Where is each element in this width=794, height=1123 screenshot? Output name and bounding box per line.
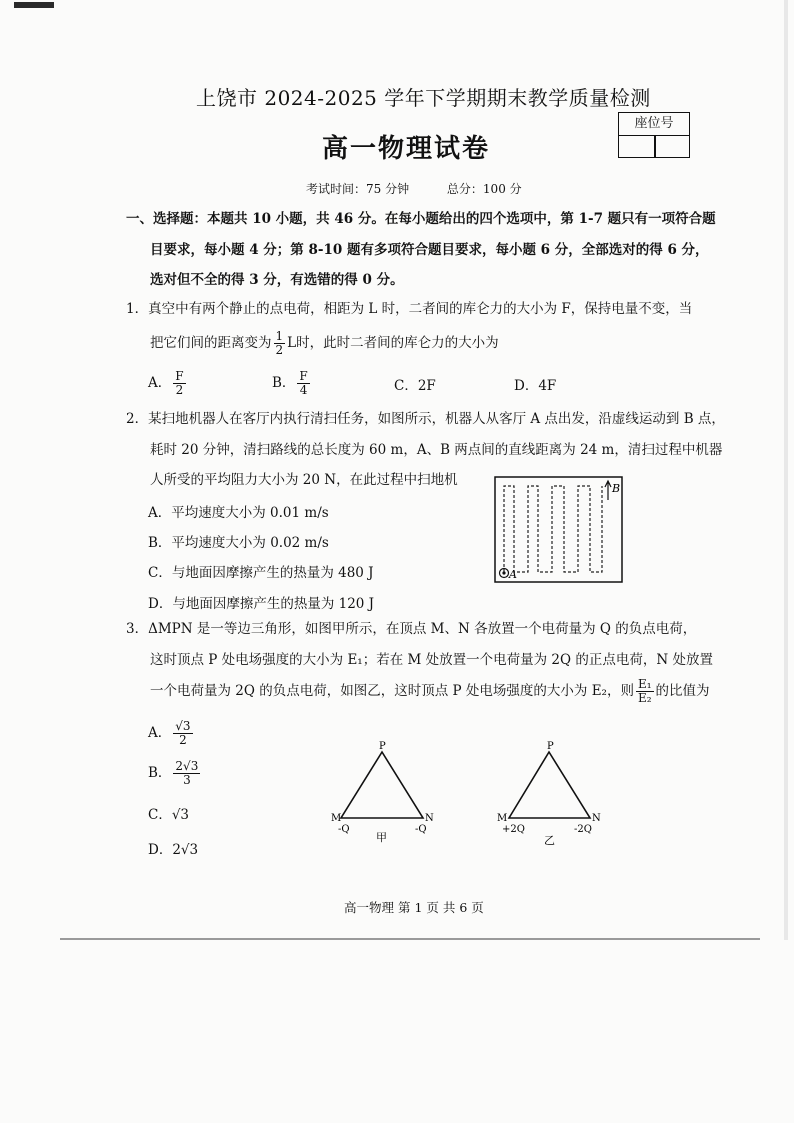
q1-option-b-den: 4 bbox=[299, 383, 308, 397]
triangle-jia bbox=[341, 752, 423, 818]
page-title: 高一物理试卷 bbox=[322, 134, 491, 164]
page-footer: 高一物理 第 1 页 共 6 页 bbox=[344, 900, 484, 915]
q1-option-d[interactable]: D．4F bbox=[514, 378, 557, 394]
yi-label-n: N bbox=[592, 813, 601, 824]
yi-label-p: P bbox=[547, 741, 554, 752]
page-bottom-rule bbox=[60, 938, 760, 940]
q3-option-b-label: B． bbox=[148, 765, 172, 781]
yi-caption: 乙 bbox=[544, 834, 555, 847]
q2-option-d[interactable]: D．与地面因摩擦产生的热量为 120 J bbox=[148, 596, 375, 612]
q2-option-b[interactable]: B．平均速度大小为 0.02 m/s bbox=[148, 535, 329, 551]
q3-option-c[interactable]: C．√3 bbox=[148, 807, 190, 823]
seat-box-divider bbox=[654, 135, 656, 157]
q1-option-a-frac bbox=[173, 370, 185, 397]
jia-label-n: N bbox=[425, 813, 434, 824]
section1-line1: 一、选择题：本题共 10 小题，共 46 分。在每小题给出的四个选项中，第 1-7 题只有一项符合题 bbox=[126, 211, 716, 227]
section1-line3: 选对但不全的得 3 分，有选错的得 0 分。 bbox=[150, 272, 404, 288]
arrow-up-icon bbox=[605, 481, 611, 500]
q3-option-a-frac bbox=[173, 720, 192, 747]
q1-frac-den: 2 bbox=[275, 343, 284, 357]
q3-ratio-fraction bbox=[636, 678, 654, 705]
q3-line3-post: 的比值为 bbox=[655, 683, 710, 699]
q1-option-a-label: A． bbox=[148, 375, 172, 391]
jia-charge-n: -Q bbox=[415, 824, 427, 835]
q1-option-a-num: F bbox=[175, 369, 184, 383]
q1-line2-pre: 把它们间的距离变为 bbox=[150, 335, 272, 351]
q1-frac-num: 1 bbox=[275, 329, 284, 343]
q2-line1: 2．某扫地机器人在客厅内执行清扫任务，如图所示，机器人从客厅 A 点出发，沿虚线运动到 B 点， bbox=[126, 411, 725, 427]
yi-charge-n: -2Q bbox=[574, 824, 592, 835]
robot-dashed-path bbox=[504, 486, 602, 572]
triangle-yi bbox=[509, 752, 590, 818]
q1-line1: 1．真空中有两个静止的点电荷，相距为 L 时，二者间的库仑力的大小为 F，保持电量不变，当 bbox=[126, 301, 693, 317]
q1-option-a-den: 2 bbox=[175, 383, 184, 397]
q3-ratio-den: E₂ bbox=[637, 691, 652, 705]
jia-caption: 甲 bbox=[376, 831, 387, 844]
triangle-figure-yi bbox=[494, 738, 606, 850]
q1-fraction bbox=[274, 330, 286, 357]
q3-option-a-den: 2 bbox=[179, 733, 187, 747]
q2-option-a[interactable]: A．平均速度大小为 0.01 m/s bbox=[148, 505, 329, 521]
seat-number-box[interactable] bbox=[618, 112, 690, 158]
point-b-label: B bbox=[612, 482, 621, 495]
q1-option-b[interactable] bbox=[272, 370, 312, 397]
q3-line3 bbox=[150, 678, 710, 705]
seat-number-label: 座位号 bbox=[619, 113, 689, 136]
exam-header-title: 上饶市 2024-2025 学年下学期期末教学质量检测 bbox=[196, 86, 651, 110]
total-score: 总分：100 分 bbox=[446, 182, 522, 196]
scan-edge-mark bbox=[14, 2, 54, 8]
q3-option-b[interactable] bbox=[148, 760, 202, 787]
q3-option-a[interactable] bbox=[148, 720, 195, 747]
scan-right-edge bbox=[784, 0, 788, 940]
yi-charge-m: +2Q bbox=[502, 824, 525, 835]
q3-option-d[interactable]: D．2√3 bbox=[148, 842, 199, 858]
point-a-label: A bbox=[509, 568, 517, 581]
jia-charge-m: -Q bbox=[338, 824, 350, 835]
q3-line3-pre: 一个电荷量为 2Q 的负点电荷，如图乙，这时顶点 P 处电场强度的大小为 E₂，则 bbox=[150, 683, 634, 699]
q1-option-b-num: F bbox=[299, 369, 308, 383]
q3-option-b-num: 2√3 bbox=[175, 759, 199, 773]
q2-line3: 人所受的平均阻力大小为 20 N，在此过程中扫地机 bbox=[150, 472, 458, 488]
q3-line2: 这时顶点 P 处电场强度的大小为 E₁；若在 M 处放置一个电荷量为 2Q 的正点电荷，N 处放置 bbox=[150, 652, 713, 668]
q3-option-b-frac bbox=[173, 760, 200, 787]
q1-option-b-label: B． bbox=[272, 375, 296, 391]
triangle-figure-jia bbox=[326, 738, 438, 850]
q1-line2-post: L时，此时二者间的库仑力的大小为 bbox=[287, 335, 499, 351]
jia-label-m: M bbox=[331, 813, 342, 824]
exam-info bbox=[306, 180, 556, 197]
q3-ratio-num: E₁ bbox=[637, 677, 652, 691]
q1-line2 bbox=[150, 330, 499, 357]
robot-start-dot bbox=[502, 571, 505, 574]
q3-option-b-den: 3 bbox=[183, 773, 191, 787]
q1-option-c[interactable]: C．2F bbox=[394, 378, 436, 394]
section1-line2: 目要求，每小题 4 分；第 8-10 题有多项符合题目要求，每小题 6 分，全部选对的得 6 分， bbox=[150, 242, 709, 258]
yi-label-m: M bbox=[497, 813, 508, 824]
q2-line2: 耗时 20 分钟，清扫路线的总长度为 60 m，A、B 两点间的直线距离为 24 m，清扫过程中机器 bbox=[150, 442, 723, 458]
q3-option-a-num: √3 bbox=[175, 719, 191, 733]
exam-time: 考试时间：75 分钟 bbox=[306, 182, 410, 196]
q3-line1: 3．ΔMPN 是一等边三角形，如图甲所示，在顶点 M、N 各放置一个电荷量为 Q 的负点电荷， bbox=[126, 621, 697, 637]
q1-option-a[interactable] bbox=[148, 370, 188, 397]
jia-label-p: P bbox=[379, 741, 386, 752]
q3-option-a-label: A． bbox=[148, 725, 172, 741]
q2-option-c[interactable]: C．与地面因摩擦产生的热量为 480 J bbox=[148, 565, 374, 581]
q1-option-b-frac bbox=[297, 370, 309, 397]
robot-path-figure bbox=[494, 476, 624, 584]
